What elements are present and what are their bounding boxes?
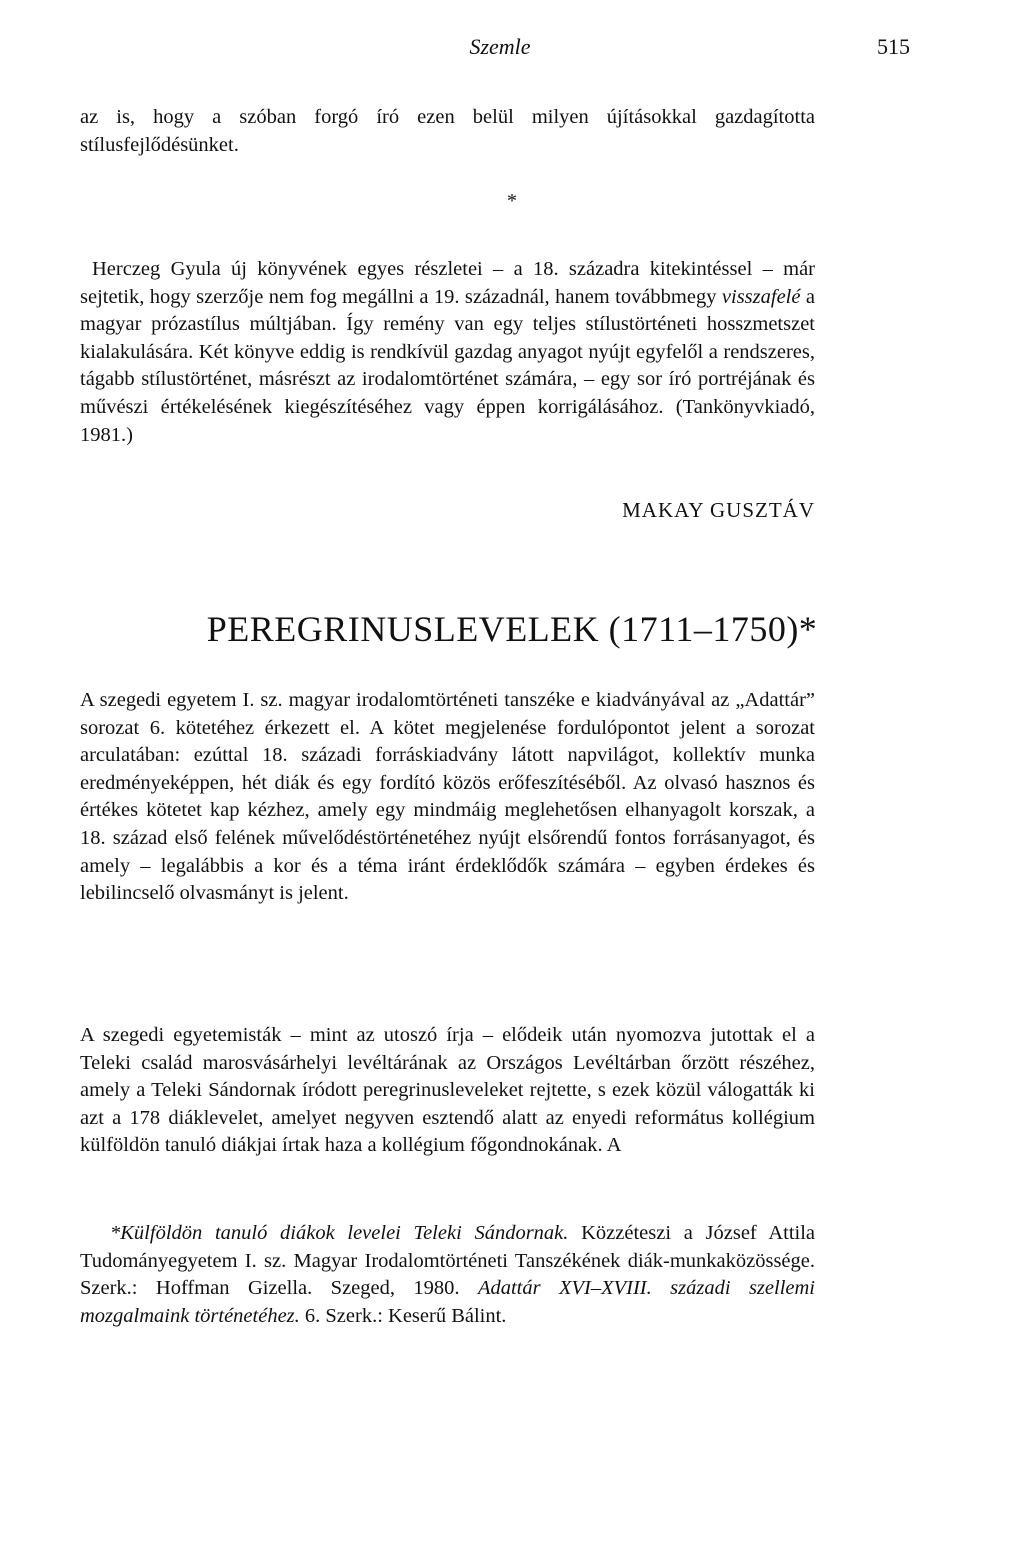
section-asterism: * bbox=[507, 190, 517, 212]
footnote-book-title: *Külföldön tanuló diákok levelei Teleki Sándornak. bbox=[110, 1222, 569, 1244]
running-title: Szemle bbox=[469, 34, 531, 59]
emphasized-word: visszafelé bbox=[721, 285, 801, 308]
footnote bbox=[80, 1220, 815, 1330]
article-title: PEREGRINUSLEVELEK (1711–1750)* bbox=[206, 609, 818, 649]
paragraph-peregrinus-intro: A szegedi egyetem I. sz. magyar irodalomtörténeti tanszéke e kiadványával az „Adattár” sorozat 6. kötetéhez érkezett el. A kötet megjelenése fordulópontot jelent a sorozat arculatában: ezúttal 18. századi forráskiadvány látott napvilágot, kollektív munka eredményeképpen, hét diák és egy fordító közös erőfeszítéséből. Az olvasó hasznos és értékes kötetet kap kézhez, amely egy mindmáig meglehetősen elhanyagolt korszak, a 18. század első felének művelődéstörténetéhez nyújt elsőrendű fontos forrásanyagot, és amely – legalábbis a kor és a téma iránt érdeklődők számára – egyben érdekes és lebilincselő olvasmányt is jelent. bbox=[80, 689, 815, 905]
footnote-series-title: Adattár XVI–XVIII. századi szellemi mozgalmaink történetéhez. bbox=[80, 1277, 815, 1327]
review-signature: MAKAY GUSZTÁV bbox=[622, 498, 815, 522]
paragraph-intro-continuation: az is, hogy a szóban forgó író ezen belül milyen újításokkal gazdagította stílusfejlődésünket. bbox=[80, 106, 815, 156]
footnote-text: 6. Szerk.: Keserű Bálint. bbox=[299, 1304, 507, 1327]
paragraph-text: a magyar prózastílus múltjában. Így remény van egy teljes stílustörténeti hosszmetszet kialakulására. Két könyve eddig is rendkívül gazdag anyagot nyújt egyfelől a rendszeres, tágabb stílustörténet, másrészt az irodalomtörténet számára, – egy sor író portréjának és művészi értékelésének kiegészítéséhez vagy éppen korrigálásához. (Tankönyvkiadó, 1981.) bbox=[80, 285, 815, 446]
footnote-text: Közzéteszi a József Attila Tudományegyetem I. sz. Magyar Irodalomtörténeti Tanszékének diák-munkaközössége. Szerk.: Hoffman Gizella. Szeged, 1980. bbox=[80, 1222, 816, 1300]
page-number: 515 bbox=[877, 34, 910, 59]
paragraph-herczeg-review bbox=[80, 256, 815, 449]
paragraph-text: Herczeg Gyula új könyvének egyes részletei – a 18. századra kitekintéssel – már sejtetik, hogy szerzője nem fog megállni a 19. századnál, hanem továbbmegy bbox=[80, 258, 815, 308]
paragraph-peregrinus-sources: A szegedi egyetemisták – mint az utoszó írja – elődeik után nyomozva jutottak el a Teleki család marosvásárhelyi levéltárának az Országos Levéltárban őrzött részéhez, amely a Teleki Sándornak íródott peregrinusleveleket rejtette, s ezek közül válogatták ki azt a 178 diáklevelet, amelyet negyven esztendő alatt az enyedi református kollégium külföldön tanuló diákjai írtak haza a kollégium főgondnokának. A bbox=[80, 1024, 815, 1157]
page-header bbox=[80, 34, 920, 64]
